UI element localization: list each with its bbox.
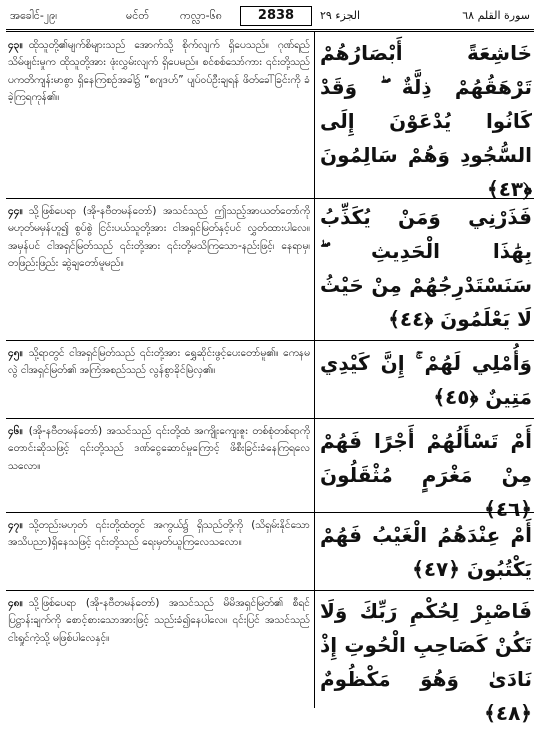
verse-arabic-47: أَمْ عِنْدَهُمُ الْغَيْبُ فَهُمْ يَكْتُبُونَ ﴿٤٧﴾ (320, 523, 532, 581)
juz-label-arabic: الجزء ٢٩ (320, 9, 361, 22)
verse-arabic-44: فَذَرْنِي وَمَنْ يُكَذِّبُ بِهَٰذَا الْحَدِيثِ ۖ سَنَسْتَدْرِجُهُمْ مِنْ حَيْثُ لَا يَعْلَمُونَ ﴿٤٤﴾ (320, 205, 532, 331)
verse-number: ၄၄။ (8, 205, 23, 217)
surah-label-arabic: سورة القلم ٦٨ (462, 9, 530, 22)
surah-name-myanmar: မင်တ် (126, 9, 150, 22)
verse-translation-47 (8, 517, 310, 552)
verse-separator (6, 512, 534, 513)
verse-translation-48 (8, 595, 310, 647)
verse-number: ၄၃။ (8, 39, 23, 51)
column-divider (314, 32, 315, 708)
verse-translation-43 (8, 37, 310, 106)
verse-translation-46 (8, 423, 310, 475)
verse-text: သို့တည်းမဟုတ် ၎င်းတို့ထံတွင် အကွယ်၌ ရှိသည်တို့ကို (သိရှမ်းနိုင်သောအသိပညာ)ရှိနေသဖြင့် ၎င်းတို့သည် ရေးမှတ်ယူကြလေသလော။ (8, 519, 310, 549)
verse-text: ထိုသူတို့၏မျက်စိများသည် အောက်သို့ စိုက်လျက် ရှိပေသည်။ ဂုဏ်ရည်သိမ်ဖျင်းမှုက ထိုသူတို့အား ဖုံးလွှမ်းလျက် ရှိပေမည်။ စင်စစ်သော်ကား ၎င်းတို့သည် ပကတိကျန်းမာစွာ ရှိနေကြစဉ်အခါ၌ “စဂျဒဟ်” ပျပ်ဝပ်ဦးချရန် ဖိတ်ခေါ်ခြင်းကို ခံခဲ့ကြရကုန်၏။ (8, 39, 310, 103)
verse-translation-45 (8, 345, 310, 380)
verse-translation-44 (8, 203, 310, 272)
verse-separator (6, 198, 534, 199)
header-rule (6, 29, 534, 30)
verse-number: ၄၆။ (8, 425, 23, 437)
header-rule-double (6, 31, 534, 32)
verse-number: ၄၈။ (8, 597, 23, 609)
verse-arabic-48: فَاصْبِرْ لِحُكْمِ رَبِّكَ وَلَا تَكُنْ كَصَاحِبِ الْحُوتِ إِذْ نَادَىٰ وَهُوَ مَكْظُومٌ ﴿٤٨﴾ (320, 599, 532, 725)
verse-arabic-46: أَمْ تَسْأَلُهُمْ أَجْرًا فَهُمْ مِنْ مَغْرَمٍ مُثْقَلُونَ ﴿٤٦﴾ (320, 429, 532, 521)
verse-text: သို့ဖြစ်ပေရာ (အို-နဗီတမန်တော်) အသင်သည် မိမိအရှင်မြတ်၏ စီရင်ပြဋ္ဌာန်းချက်ကို စောင့်စားသောအားဖြင့် သည်းခံ၍နေပါလေ။ ၎င်းပြင် အသင်သည် ငါးရှုင်ကဲ့သို့ မဖြစ်ပါလေနှင့်။ (8, 597, 310, 644)
verse-text: သို့ရာတွင် ငါအရှင်မြတ်သည် ၎င်းတို့အား ရွှေဆိုင်းဖွင့်ပေးတော်မူ၏။ ကေနမလွဲ ငါအရှင်မြတ်၏ အကြံအစည်သည် လွန်စွာခိုင်မြဲလှ၏။ (8, 347, 310, 377)
verse-number: ၄၅။ (8, 347, 23, 359)
surah-number-myanmar: ကလ္လာ-၆၈ (180, 9, 223, 22)
verse-separator (6, 418, 534, 419)
page-header (8, 6, 532, 28)
verse-separator (6, 590, 534, 591)
verse-arabic-45: وَأُمْلِي لَهُمْ ۚ إِنَّ كَيْدِي مَتِينٌ ﴿٤٥﴾ (320, 351, 532, 409)
page-number: 2838 (240, 6, 312, 26)
verse-arabic-43: خَاشِعَةً أَبْصَارُهُمْ تَرْهَقُهُمْ ذِلَّةٌ ۖ وَقَدْ كَانُوا يُدْعَوْنَ إِلَى السُّجُودِ وَهُمْ سَالِمُونَ ﴿٤٣﴾ (320, 41, 532, 201)
verse-separator (6, 340, 534, 341)
chapter-label-myanmar: အခေါင်-၂၉၊ (10, 9, 58, 22)
verse-number: ၄၇။ (8, 519, 23, 531)
verse-text: သို့ဖြစ်ပေရာ (အို-နဗီတမန်တော်) အသင်သည် ဤသည့်အာယတ်တော်ကို မဟုတ်မမှန်ဟူ၍ စွပ်စွဲ ငြင်းပယ်သူတို့အား ငါအရှင်မြတ်နှင့်ပင် လွှတ်ထားပါလေ။ အမှန်ပင် ငါအရှင်မြတ်သည် ၎င်းတို့အား ၎င်းတို့မသိကြသော-နည်းဖြင့်၊ နေရာမှ၊ တဖြည်းဖြည်း ဆွဲချတော်မူမည်။ (8, 205, 310, 269)
verse-text: (အို-နဗီတမန်တော်) အသင်သည် ၎င်းတို့ထံ အကျိုးကျေးဇူး တစ်စုံတစ်ရာကို တောင်းဆိုသဖြင့် ၎င်းတို့သည် ဒဏ်ငွေဆောင်မှုကြောင့် ဖိစီးခြင်းခံနေကြရလေသလော။ (8, 425, 310, 472)
